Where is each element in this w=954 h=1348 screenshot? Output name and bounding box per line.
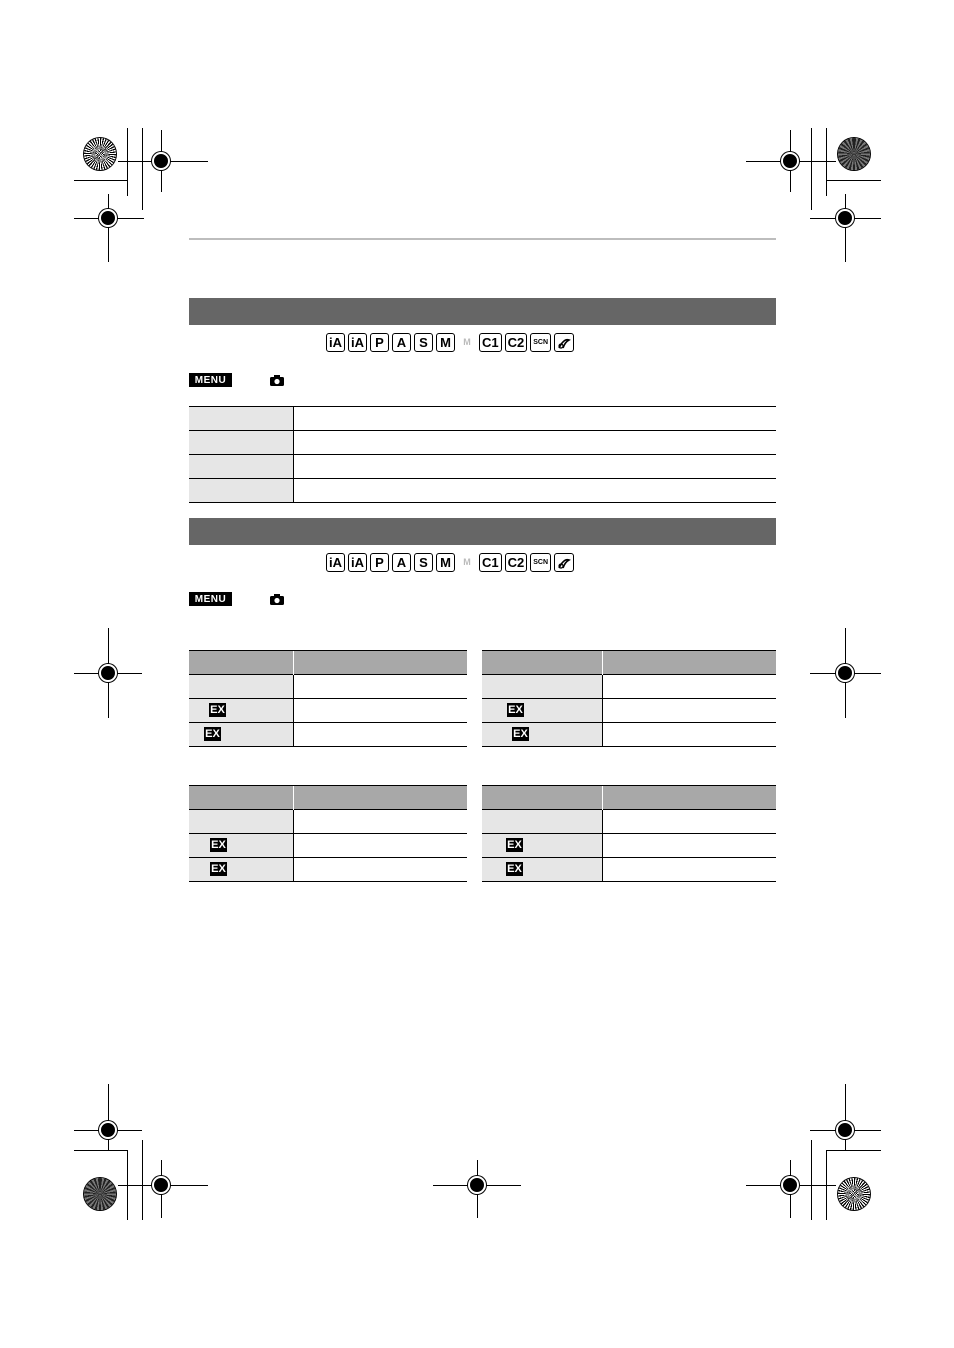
extended-zoom-icon: EX: [513, 728, 528, 741]
extended-zoom-icon: EX: [507, 863, 522, 876]
registration-mark-icon: [152, 1176, 170, 1194]
table-row: [189, 810, 467, 834]
extended-zoom-icon: EX: [211, 839, 226, 852]
registration-sunburst-icon: [838, 1178, 870, 1210]
custom-2-icon: C2: [505, 333, 528, 352]
manual-mode-icon: M: [436, 553, 455, 572]
section-2-mode-icons: [326, 553, 574, 572]
registration-mark-icon: [781, 152, 799, 170]
table-row: [482, 699, 776, 723]
size-table-a: [189, 650, 467, 747]
aperture-mode-icon: A: [392, 333, 411, 352]
camera-icon: [270, 375, 284, 386]
table-row: [189, 431, 776, 455]
table-row: [482, 723, 776, 747]
header-rule: [189, 238, 776, 240]
table-row: [482, 834, 776, 858]
manual-mode-icon: M: [436, 333, 455, 352]
menu-button-icon: MENU: [189, 592, 232, 606]
table-header-row: [482, 786, 776, 810]
shutter-mode-icon: S: [414, 553, 433, 572]
table-row: [189, 834, 467, 858]
registration-mark-icon: [152, 152, 170, 170]
movie-manual-icon: M: [463, 557, 471, 567]
table-row: [189, 455, 776, 479]
intelligent-auto-plus-icon: iA: [348, 553, 367, 572]
intelligent-auto-plus-icon: iA: [348, 333, 367, 352]
scene-mode-icon: SCN: [530, 553, 551, 572]
custom-2-icon: C2: [505, 553, 528, 572]
table-row: [189, 723, 467, 747]
registration-mark-icon: [468, 1176, 486, 1194]
registration-sunburst-icon: [838, 138, 870, 170]
table-row: [189, 407, 776, 431]
aperture-mode-icon: A: [392, 553, 411, 572]
camera-icon: [270, 594, 284, 605]
table-row: [189, 479, 776, 503]
extended-zoom-icon: EX: [210, 704, 225, 717]
registration-mark-icon: [836, 1121, 854, 1139]
creative-control-icon: [554, 333, 574, 352]
scene-mode-icon: SCN: [530, 333, 551, 352]
table-row: [482, 675, 776, 699]
section-1-settings-table: [189, 406, 776, 503]
extended-zoom-icon: EX: [508, 704, 523, 717]
custom-1-icon: C1: [479, 553, 502, 572]
registration-mark-icon: [99, 209, 117, 227]
table-row: [189, 675, 467, 699]
section-1-mode-icons: [326, 333, 574, 352]
section-2-header-bar: [189, 518, 776, 545]
table-row: [482, 810, 776, 834]
table-row: [189, 858, 467, 882]
extended-zoom-icon: EX: [211, 863, 226, 876]
intelligent-auto-icon: iA: [326, 333, 345, 352]
section-1-header-bar: [189, 298, 776, 325]
registration-mark-icon: [99, 664, 117, 682]
intelligent-auto-icon: iA: [326, 553, 345, 572]
table-header-row: [482, 651, 776, 675]
movie-manual-icon: M: [463, 337, 471, 347]
menu-button-icon: MENU: [189, 373, 232, 387]
size-table-c: [189, 785, 467, 882]
table-row: [482, 858, 776, 882]
registration-mark-icon: [781, 1176, 799, 1194]
extended-zoom-icon: EX: [507, 839, 522, 852]
registration-sunburst-icon: [84, 138, 116, 170]
registration-mark-icon: [99, 1121, 117, 1139]
table-row: [189, 699, 467, 723]
custom-1-icon: C1: [479, 333, 502, 352]
table-header-row: [189, 651, 467, 675]
size-table-b: [482, 650, 776, 747]
shutter-mode-icon: S: [414, 333, 433, 352]
creative-control-icon: [554, 553, 574, 572]
table-header-row: [189, 786, 467, 810]
registration-sunburst-icon: [84, 1178, 116, 1210]
program-mode-icon: P: [370, 333, 389, 352]
registration-mark-icon: [836, 664, 854, 682]
extended-zoom-icon: EX: [205, 728, 220, 741]
registration-mark-icon: [836, 209, 854, 227]
size-table-d: [482, 785, 776, 882]
program-mode-icon: P: [370, 553, 389, 572]
